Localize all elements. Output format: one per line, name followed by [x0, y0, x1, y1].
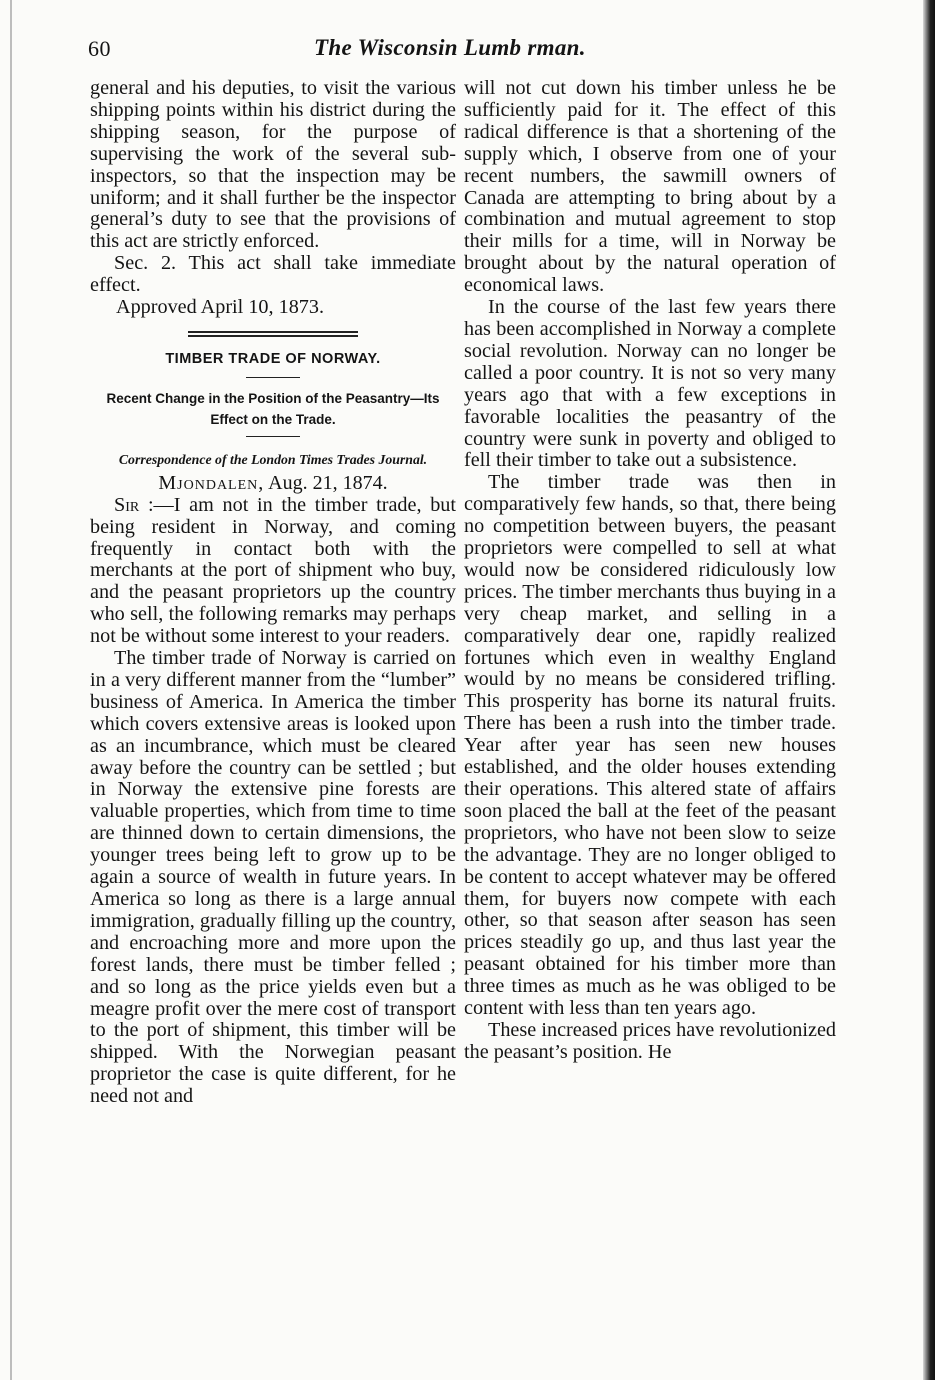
page-edge-shadow [923, 0, 935, 1380]
double-rule-divider [188, 331, 358, 337]
right-paragraph-3: The timber trade was then in comparatively few hands, so that, there being no competition between buyers, the peasant proprietors were compelled to sell at what would now be considered ridiculously low prices. The timber merchants thus buying in a very cheap market, and selling in a comparatively dear one, rapidly realized fortunes which even in wealthy England would by no means be considered trifling. This prosperity has borne its natural fruits. There has been a rush into the timber trade. Year after year has seen new houses established, and the older houses extending their operations. This altered state of affairs soon placed the ball at the feet of the peasant proprietors, who have not been slow to seize the advantage. They are no longer obliged to be content to accept whatever may be offered them, for buyers now compete with each other, so that season after season has seen prices steadily go up, and thus last year the peasant obtained for his timber more than three times as much as he was obliged to be content with less than ten years ago. [464, 471, 836, 1020]
right-column [464, 78, 836, 1064]
deck-rule [246, 436, 300, 437]
article-deck: Recent Change in the Position of the Peasantry—Its Effect on the Trade. [106, 390, 440, 427]
running-title: The Wisconsin Lumb rman. [314, 35, 586, 60]
right-paragraph-2: In the course of the last few years there has been accomplished in Norway a complete social revolution. Norway can no longer be called a poor country. It is not so very many years ago that with a few exceptions in favorable localities the peasantry of the country were sunk in poverty and obliged to fell their timber to take out a subsistence. [464, 296, 836, 472]
left-column [90, 78, 456, 1108]
article-credit: Correspondence of the London Times Trades Journal. [118, 451, 428, 467]
page-gutter-shadow [10, 0, 12, 1380]
section-two-paragraph: Sec. 2. This act shall take immediate effect. [90, 252, 456, 297]
article-dateline [90, 473, 456, 495]
dateline-place: Mjondalen, [158, 471, 265, 494]
approved-line: Approved April 10, 1873. [116, 296, 325, 319]
first-paragraph-text: :—I am not in the timber trade, but being resident in Norway, and coming frequently in contact both with the merchants at the port of shipment who buy, and the peasant proprietors up the country who sell, the following remarks may perhaps not be without some interest to your readers. [90, 493, 457, 648]
headline-rule [246, 377, 300, 378]
article-paragraph-2: The timber trade of Norway is carried on in a very different manner from the “lumber” business of America. In America the timber which covers extensive areas is looked upon as an incumbrance, which must be cleared away before the country can be settled ; but in Norway the extensive pine forests are valuable properties, which from time to time are thinned down to certain dimensions, the younger trees being left to grow up to be again a source of wealth in future years. In America so long as there is a large annual immigration, gradually filling up the country, and encroaching more and more upon the forest lands, there must be timber felled ; and so long as the price yields even but a meagre profit over the mere cost of transport to the port of shipment, this timber will be shipped. With the Norwegian peasant proprietor the case is quite different, for he need not and [90, 647, 456, 1108]
right-paragraph-1: will not cut down his timber unless he be sufficiently paid for it. The effect of this radical difference is that a shortening of the supply which, I observe from one of your recent numbers, the sawmill owners of Canada are attempting to bring about by a combination and mutual agreement to stop their mills for a time, will in Norway be brought about by the natural operation of economical laws. [464, 77, 836, 297]
salutation: Sir [114, 493, 140, 516]
article-paragraph-1 [90, 495, 456, 648]
page-number: 60 [88, 36, 111, 61]
continued-paragraph: general and his deputies, to visit the various shipping points within his district during the shipping season, for the purpose of supervising the work of the several sub-inspectors, so that the inspection may be uniform; and it shall further be the inspector general’s duty to see that the provisions of this act are strictly enforced. [90, 77, 456, 253]
article-headline: TIMBER TRADE OF NORWAY. [165, 350, 381, 367]
right-paragraph-4: These increased prices have revolutionized the peasant’s position. He [464, 1018, 836, 1063]
dateline-date: Aug. 21, 1874. [268, 471, 388, 494]
